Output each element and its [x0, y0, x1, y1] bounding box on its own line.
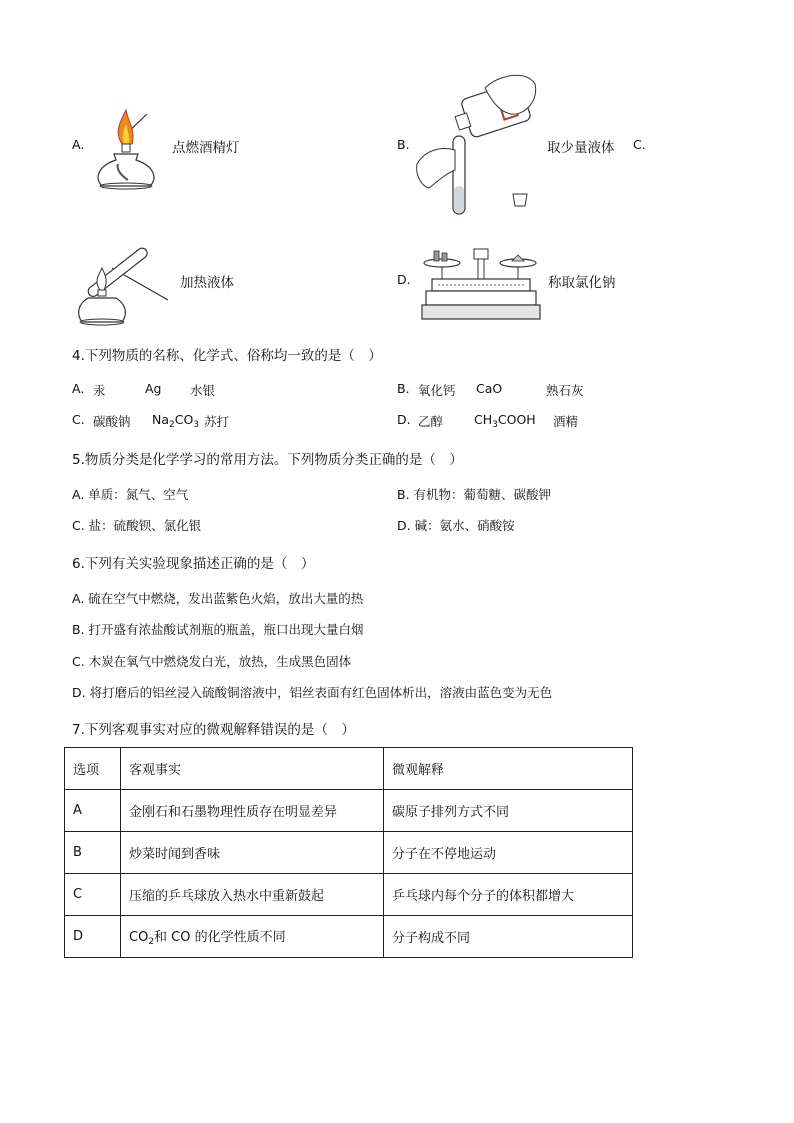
table-row — [65, 874, 633, 916]
q4-option-d-name: 乙醇 — [418, 414, 444, 429]
table-cell-fact: 炒菜时闻到香味 — [121, 832, 384, 874]
heating-liquid-image — [72, 238, 172, 330]
pouring-liquid-image — [415, 70, 545, 220]
q6-option-d: D. 将打磨后的铝丝浸入硫酸铜溶液中，铝丝表面有红色固体析出，溶液由蓝色变为无色 — [72, 685, 553, 700]
q3-option-a-letter: A. — [72, 137, 85, 152]
q3-option-d-letter: D. — [397, 272, 411, 287]
table-cell-option: A — [65, 790, 121, 832]
table-cell-fact: 金刚石和石墨物理性质存在明显差异 — [121, 790, 384, 832]
q4-option-a-common: 水银 — [190, 383, 216, 398]
q3-option-b-letter: B. — [397, 137, 410, 152]
q5-option-c: C. 盐：硫酸钡、氯化银 — [72, 518, 202, 533]
table-header-fact: 客观事实 — [121, 748, 384, 790]
table-header-explanation: 微观解释 — [384, 748, 633, 790]
balance-scale-image — [422, 243, 540, 323]
q3-option-a-caption: 点燃酒精灯 — [172, 140, 240, 156]
table-row — [65, 832, 633, 874]
q4-option-b-common: 熟石灰 — [546, 383, 584, 398]
q3-option-b-caption: 取少量液体 — [547, 140, 615, 156]
q4-option-a-letter: A. — [72, 381, 85, 396]
q4-option-d-common: 酒精 — [553, 414, 579, 429]
q4-option-d-letter: D. — [397, 412, 411, 427]
table-cell-option: B — [65, 832, 121, 874]
q4-option-a-formula: Ag — [145, 381, 162, 396]
table-cell-explanation: 分子构成不同 — [384, 916, 633, 958]
q7-stem: 7.下列客观事实对应的微观解释错误的是（ ） — [72, 722, 355, 738]
q4-option-b-formula: CaO — [476, 381, 503, 396]
q4-option-c-formula: $Na_2CO_3$ — [152, 412, 200, 430]
table-cell-option: D — [65, 916, 121, 958]
q3-option-c-letter: C. — [633, 137, 646, 152]
q4-option-c-name: 碳酸钠 — [93, 414, 131, 429]
table-header-option: 选项 — [65, 748, 121, 790]
table-cell-explanation: 分子在不停地运动 — [384, 832, 633, 874]
q6-option-c: C. 木炭在氧气中燃烧发白光，放热，生成黑色固体 — [72, 654, 352, 669]
q6-option-b: B. 打开盛有浓盐酸试剂瓶的瓶盖，瓶口出现大量白烟 — [72, 622, 364, 637]
table-row — [65, 790, 633, 832]
table-cell-option: C — [65, 874, 121, 916]
table-header-row — [65, 748, 633, 790]
q5-stem: 5.物质分类是化学学习的常用方法。下列物质分类正确的是（ ） — [72, 452, 463, 468]
q5-option-b: B. 有机物：葡萄糖、碳酸钾 — [397, 487, 552, 502]
q6-stem: 6.下列有关实验现象描述正确的是（ ） — [72, 556, 315, 572]
q5-option-a: A. 单质：氮气、空气 — [72, 487, 189, 502]
q4-option-c-letter: C. — [72, 412, 85, 427]
table-cell-fact: $CO_2$和 CO 的化学性质不同 — [121, 916, 384, 958]
q6-option-a: A. 硫在空气中燃烧，发出蓝紫色火焰，放出大量的热 — [72, 591, 364, 606]
q4-stem: 4.下列物质的名称、化学式、俗称均一致的是（ ） — [72, 348, 382, 364]
q5-option-d: D. 碱：氨水、硝酸铵 — [397, 518, 515, 533]
q4-option-b-letter: B. — [397, 381, 410, 396]
q4-option-d-formula: $CH_3COOH$ — [474, 412, 536, 430]
q3-option-d-caption: 称取氯化钠 — [548, 275, 616, 291]
table-cell-fact: 压缩的乒乓球放入热水中重新鼓起 — [121, 874, 384, 916]
q4-option-a-name: 汞 — [93, 383, 106, 398]
table-cell-explanation: 碳原子排列方式不同 — [384, 790, 633, 832]
alcohol-lamp-lighting-image — [92, 100, 172, 192]
q4-option-c-common: 苏打 — [204, 414, 230, 429]
table-row — [65, 916, 633, 958]
q4-option-b-name: 氧化钙 — [418, 383, 456, 398]
table-cell-explanation: 乒乓球内每个分子的体积都增大 — [384, 874, 633, 916]
q3-option-c-caption: 加热液体 — [180, 275, 234, 291]
q7-table — [64, 747, 633, 958]
